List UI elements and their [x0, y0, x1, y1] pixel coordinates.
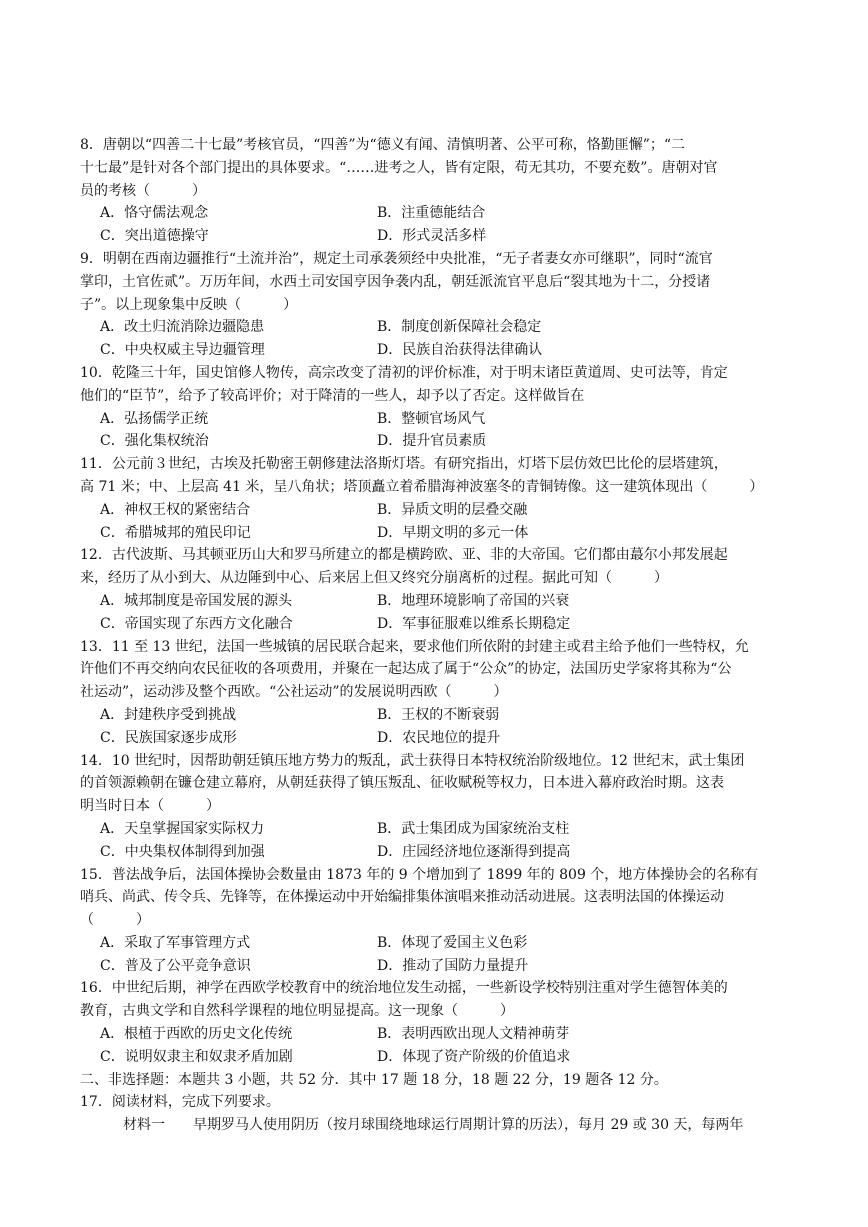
question-stem-line: 9．明朝在西南边疆推行“土流并治”，规定土司承袭须经中央批准，“无子者妻女亦可继职”，同时“流官	[80, 250, 713, 267]
answer-option: B．地理环境影响了帝国的兴衰	[377, 592, 570, 609]
answer-option: C．说明奴隶主和奴隶矛盾加剧	[100, 1048, 293, 1065]
question-stem-line: 8．唐朝以“四善二十七最”考核官员，“四善”为“德义有闻、清慎明著、公平可称，恪勤匪懈”；“二	[80, 137, 686, 153]
option-grid	[80, 590, 792, 636]
answer-option: D．民族自治获得法律确认	[377, 342, 543, 359]
question-list	[80, 134, 792, 1069]
answer-option: D．形式灵活多样	[377, 228, 487, 245]
answer-option: C．中央权威主导边疆管理	[100, 342, 265, 359]
answer-option: C．中央集权体制得到加强	[100, 843, 265, 860]
question-block	[80, 453, 792, 544]
question-stem-line: 哨兵、尚武、传令兵、先锋等，在体操运动中开始编排集体演唱来推动活动进展。这表明法国的体操运动	[80, 889, 724, 906]
option-grid	[80, 316, 792, 362]
question-stem-line: 十七最”是针对各个部门提出的具体要求。“……进考之人，皆有定限，苟无其功，不要充数”。唐朝对官	[80, 159, 718, 176]
question-stem-line: 15．普法战争后，法国体操协会数量由 1873 年的 9 个增加到了 1899 年的 809 个，地方体操协会的名称有	[80, 866, 759, 883]
question-stem-line: （ ）	[80, 912, 150, 929]
option-grid	[80, 408, 792, 454]
question-block	[80, 977, 792, 1068]
answer-option: B．制度创新保障社会稳定	[377, 319, 542, 336]
option-grid	[80, 202, 792, 248]
answer-option: B．整顿官场风气	[377, 410, 486, 427]
answer-option: C．民族国家逐步成形	[100, 729, 237, 746]
answer-option: B．武士集团成为国家统治支柱	[377, 820, 570, 837]
material-1: 材料一 早期罗马人使用阴历（按月球围绕地球运行周期计算的历法），每月 29 或 30 天，每两年	[123, 1117, 744, 1134]
option-grid	[80, 818, 792, 864]
question-stem-line: 14．10 世纪时，因帮助朝廷镇压地方势力的叛乱，武士获得日本特权统治阶级地位。12 世纪末，武士集团	[80, 752, 745, 769]
answer-option: A．神权王权的紧密结合	[100, 501, 251, 518]
answer-option: A．根植于西欧的历史文化传统	[100, 1026, 293, 1043]
question-block	[80, 134, 792, 248]
answer-option: C．突出道德操守	[100, 228, 209, 245]
question-stem-line: 员的考核（ ）	[80, 182, 206, 199]
answer-option: A．封建秩序受到挑战	[100, 706, 237, 723]
answer-option: A．恪守儒法观念	[100, 205, 209, 222]
answer-option: D．农民地位的提升	[377, 729, 501, 746]
answer-option: B．王权的不断衰弱	[377, 706, 500, 723]
answer-option: D．推动了国防力量提升	[377, 957, 529, 974]
answer-option: C．帝国实现了东西方文化融合	[100, 615, 293, 632]
question-stem-line: 13．11 至 13 世纪，法国一些城镇的居民联合起来，要求他们所依附的封建主或君主给予他们一些特权，允	[80, 638, 749, 655]
answer-option: A．天皇掌握国家实际权力	[100, 820, 265, 837]
question-stem-line: 的首领源赖朝在镰仓建立幕府，从朝廷获得了镇压叛乱、征收赋税等权力，日本进入幕府政治时期。这表	[80, 775, 724, 792]
exam-page	[80, 134, 792, 1137]
question-stem-line: 他们的“臣节”，给予了较高评价；对于降清的一些人，却予以了否定。这样做旨在	[80, 387, 585, 404]
question-block	[80, 248, 792, 362]
question-stem-line: 高 71 米；中、上层高 41 米，呈八角状；塔顶矗立着希腊海神波塞冬的青铜铸像。这一建筑体现出（ ）	[80, 478, 764, 495]
answer-option: B．异质文明的层叠交融	[377, 501, 528, 518]
question-stem-line: 11．公元前３世纪，古埃及托勒密王朝修建法洛斯灯塔。有研究指出，灯塔下层仿效巴比伦的层塔建筑，	[80, 456, 728, 473]
question-stem-line: 16．中世纪后期，神学在西欧学校教育中的统治地位发生动摇，一些新设学校特别注重对学生德智体美的	[80, 980, 728, 997]
answer-option: B．表明西欧出现人文精神萌芽	[377, 1026, 570, 1043]
option-grid	[80, 932, 792, 978]
section-heading: 二、非选择题：本题共 3 小题，共 52 分．其中 17 题 18 分，18 题 22 分，19 题各 12 分。	[80, 1071, 668, 1088]
question-stem-line: 子”。以上现象集中反映（ ）	[80, 296, 298, 313]
option-grid	[80, 499, 792, 545]
question-stem-line: 10．乾隆三十年，国史馆修人物传，高宗改变了清初的评价标准，对于明末诸臣黄道周、史可法等，肯定	[80, 364, 728, 381]
option-grid	[80, 704, 792, 750]
question-stem-line: 掌印，土官佐贰”。万历年间，水西土司安国亨因争袭内乱，朝廷派流官平息后“裂其地为十二，分授诸	[80, 273, 711, 290]
question-stem-line: 教育，古典文学和自然科学课程的地位明显提高。这一现象（ ）	[80, 1003, 514, 1020]
answer-option: D．体现了资产阶级的价值追求	[377, 1048, 571, 1065]
answer-option: D．庄园经济地位逐渐得到提高	[377, 843, 571, 860]
question-block	[80, 362, 792, 453]
answer-option: D．提升官员素质	[377, 433, 487, 450]
answer-option: C．普及了公平竞争意识	[100, 957, 251, 974]
question-block	[80, 750, 792, 864]
question-stem-line: 社运动”，运动涉及整个西欧。“公社运动”的发展说明西欧（ ）	[80, 684, 508, 701]
answer-option: D．军事征服难以维系长期稳定	[377, 615, 571, 632]
question-stem-line: 明当时日本（ ）	[80, 798, 220, 815]
answer-option: A．采取了军事管理方式	[100, 934, 251, 951]
answer-option: C．希腊城邦的殖民印记	[100, 524, 251, 541]
answer-option: A．城邦制度是帝国发展的源头	[100, 592, 293, 609]
question-stem-line: 许他们不再交纳向农民征收的各项费用，并聚在一起达成了属于“公众”的协定，法国历史学家将其称为“公	[80, 661, 732, 678]
question-17-intro: 17．阅读材料，完成下列要求。	[80, 1094, 280, 1111]
question-block	[80, 636, 792, 750]
answer-option: A．弘扬儒学正统	[100, 410, 209, 427]
option-grid	[80, 1023, 792, 1069]
answer-option: B．注重德能结合	[377, 205, 486, 222]
answer-option: D．早期文明的多元一体	[377, 524, 529, 541]
answer-option: A．改土归流消除边疆隐患	[100, 319, 265, 336]
answer-option: C．强化集权统治	[100, 433, 209, 450]
question-stem-line: 12．古代波斯、马其顿亚历山大和罗马所建立的都是横跨欧、亚、非的大帝国。它们都由蕞尔小邦发展起	[80, 547, 728, 564]
question-block	[80, 864, 792, 978]
question-block	[80, 544, 792, 635]
answer-option: B．体现了爱国主义色彩	[377, 934, 528, 951]
question-stem-line: 来，经历了从小到大、从边陲到中心、后来居上但又终究分崩离析的过程。据此可知（ ）	[80, 570, 668, 587]
